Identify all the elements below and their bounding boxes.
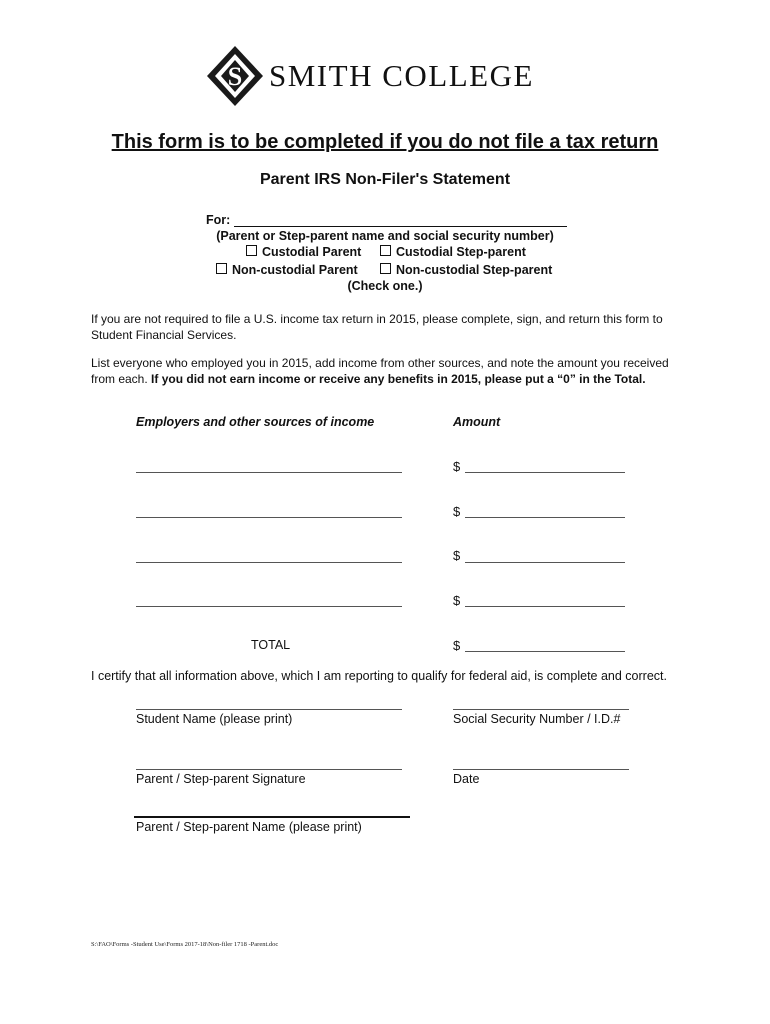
column-header-amount: Amount (453, 415, 501, 429)
option-label: Custodial Step-parent (396, 245, 526, 259)
currency-symbol: $ (453, 593, 461, 608)
instructions-paragraph (91, 355, 691, 387)
for-field[interactable] (206, 213, 586, 227)
check-one-note: (Check one.) (347, 279, 423, 293)
option-noncustodial-step-parent[interactable] (380, 263, 552, 277)
currency-symbol: $ (453, 504, 461, 519)
for-blank-line[interactable] (234, 226, 567, 227)
parent-signature-label: Parent / Step-parent Signature (136, 772, 306, 786)
parent-name-field[interactable] (134, 816, 410, 818)
for-label: For: (206, 213, 231, 227)
form-headline: This form is to be completed if you do not file a tax return (111, 131, 659, 153)
parent-signature-field[interactable] (136, 769, 402, 770)
currency-symbol: $ (453, 638, 461, 653)
currency-symbol: $ (453, 459, 461, 474)
option-custodial-parent[interactable] (246, 245, 361, 259)
date-label: Date (453, 772, 480, 786)
smith-college-s-diamond-logo-icon (205, 44, 265, 108)
checkbox-icon[interactable] (216, 263, 227, 274)
option-noncustodial-parent[interactable] (216, 263, 358, 277)
smith-college-logo (205, 44, 555, 108)
form-subtitle: Parent IRS Non-Filer's Statement (259, 171, 511, 188)
checkbox-icon[interactable] (380, 245, 391, 256)
intro-paragraph: If you are not required to file a U.S. income tax return in 2015, please complete, sign, and return this form to Student Financial Services. (91, 312, 663, 342)
parent-name-label: Parent / Step-parent Name (please print) (136, 820, 362, 834)
currency-symbol: $ (453, 548, 461, 563)
checkbox-icon[interactable] (246, 245, 257, 256)
document-path-footer: S:\FAO\Forms -Student Use\Forms 2017-18\Non-filer 1718 -Parent.doc (91, 941, 279, 948)
college-name: SMITH COLLEGE (269, 58, 534, 93)
income-amount-field-1[interactable] (465, 472, 625, 473)
income-source-field-3[interactable] (136, 562, 402, 563)
checkbox-icon[interactable] (380, 263, 391, 274)
income-source-field-1[interactable] (136, 472, 402, 473)
total-label: TOTAL (251, 638, 291, 652)
income-amount-field-4[interactable] (465, 606, 625, 607)
total-amount-field[interactable] (465, 651, 625, 652)
student-name-field[interactable] (136, 709, 402, 710)
income-amount-field-3[interactable] (465, 562, 625, 563)
ssn-field[interactable] (453, 709, 629, 710)
option-label: Custodial Parent (262, 245, 362, 259)
option-custodial-step-parent[interactable] (380, 245, 526, 259)
income-amount-field-2[interactable] (465, 517, 625, 518)
column-header-source: Employers and other sources of income (136, 415, 375, 429)
svg-text:S: S (227, 62, 243, 91)
ssn-label: Social Security Number / I.D.# (453, 712, 621, 726)
certification-statement: I certify that all information above, which I am reporting to qualify for federal aid, is complete and correct. (91, 669, 667, 683)
option-label: Non-custodial Parent (232, 263, 358, 277)
student-name-label: Student Name (please print) (136, 712, 293, 726)
instructions-text: List everyone who employed you in 2015, add income from other sources, and note the amount you received from each. (91, 356, 669, 386)
for-hint: (Parent or Step-parent name and social security number) (216, 229, 554, 243)
income-source-field-2[interactable] (136, 517, 402, 518)
instructions-emphasis: If you did not earn income or receive any benefits in 2015, please put a “0” in the Total. (151, 372, 646, 386)
option-label: Non-custodial Step-parent (396, 263, 553, 277)
income-source-field-4[interactable] (136, 606, 402, 607)
date-field[interactable] (453, 769, 629, 770)
